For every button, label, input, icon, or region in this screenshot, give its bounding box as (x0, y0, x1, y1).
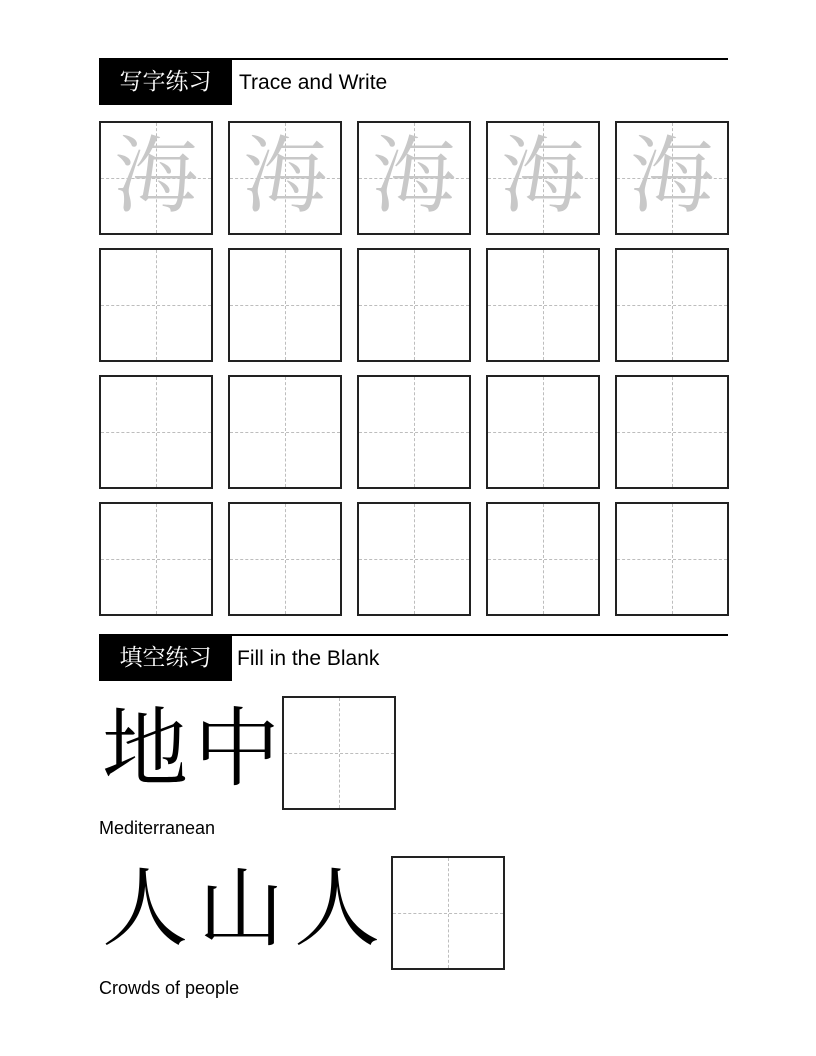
practice-cell[interactable] (486, 248, 600, 362)
guide-horizontal (617, 432, 727, 433)
practice-cell[interactable] (357, 502, 471, 616)
given-character: 山 (198, 859, 284, 959)
practice-cell[interactable] (99, 502, 213, 616)
guide-horizontal (101, 432, 211, 433)
trace-section-en-title: Trace and Write (239, 71, 388, 94)
guide-horizontal (101, 305, 211, 306)
guide-horizontal (488, 559, 598, 560)
guide-horizontal (230, 305, 340, 306)
guide-horizontal (488, 432, 598, 433)
trace-character: 海 (371, 127, 456, 225)
given-character: 人 (102, 859, 188, 959)
trace-cell[interactable] (99, 121, 213, 235)
trace-cell[interactable] (486, 121, 600, 235)
practice-cell[interactable] (615, 248, 729, 362)
practice-cell[interactable] (615, 502, 729, 616)
guide-horizontal (230, 559, 340, 560)
given-character: 地 (102, 699, 188, 799)
practice-cell[interactable] (228, 502, 342, 616)
guide-horizontal (230, 432, 340, 433)
practice-row (99, 502, 729, 616)
practice-cell[interactable] (486, 375, 600, 489)
practice-row (99, 375, 729, 489)
practice-cell[interactable] (486, 502, 600, 616)
practice-cell[interactable] (228, 248, 342, 362)
fill-section-header (99, 634, 728, 681)
trace-section-header (99, 58, 728, 105)
answer-box[interactable] (282, 696, 396, 810)
trace-character: 海 (242, 127, 327, 225)
fill-item-meaning: Mediterranean (99, 818, 216, 838)
guide-horizontal (488, 305, 598, 306)
practice-cell[interactable] (99, 375, 213, 489)
practice-cell[interactable] (357, 248, 471, 362)
trace-character: 海 (500, 127, 585, 225)
guide-horizontal (359, 432, 469, 433)
given-character: 人 (294, 859, 380, 959)
guide-horizontal (393, 913, 503, 914)
trace-cell[interactable] (228, 121, 342, 235)
answer-box[interactable] (391, 856, 505, 970)
fill-section-zh-title: 填空练习 (99, 636, 232, 681)
trace-cell[interactable] (615, 121, 729, 235)
fill-item-meaning: Crowds of people (99, 978, 240, 998)
trace-section-zh-title: 写字练习 (99, 60, 232, 105)
trace-character: 海 (113, 127, 198, 225)
trace-row (99, 121, 729, 235)
practice-cell[interactable] (357, 375, 471, 489)
guide-horizontal (284, 753, 394, 754)
practice-row (99, 248, 729, 362)
fill-section-en-title: Fill in the Blank (237, 647, 380, 670)
practice-cell[interactable] (615, 375, 729, 489)
trace-character: 海 (629, 127, 714, 225)
guide-horizontal (359, 559, 469, 560)
guide-horizontal (617, 559, 727, 560)
trace-cell[interactable] (357, 121, 471, 235)
guide-horizontal (617, 305, 727, 306)
practice-cell[interactable] (99, 248, 213, 362)
given-character: 中 (194, 699, 280, 799)
practice-cell[interactable] (228, 375, 342, 489)
guide-horizontal (101, 559, 211, 560)
guide-horizontal (359, 305, 469, 306)
